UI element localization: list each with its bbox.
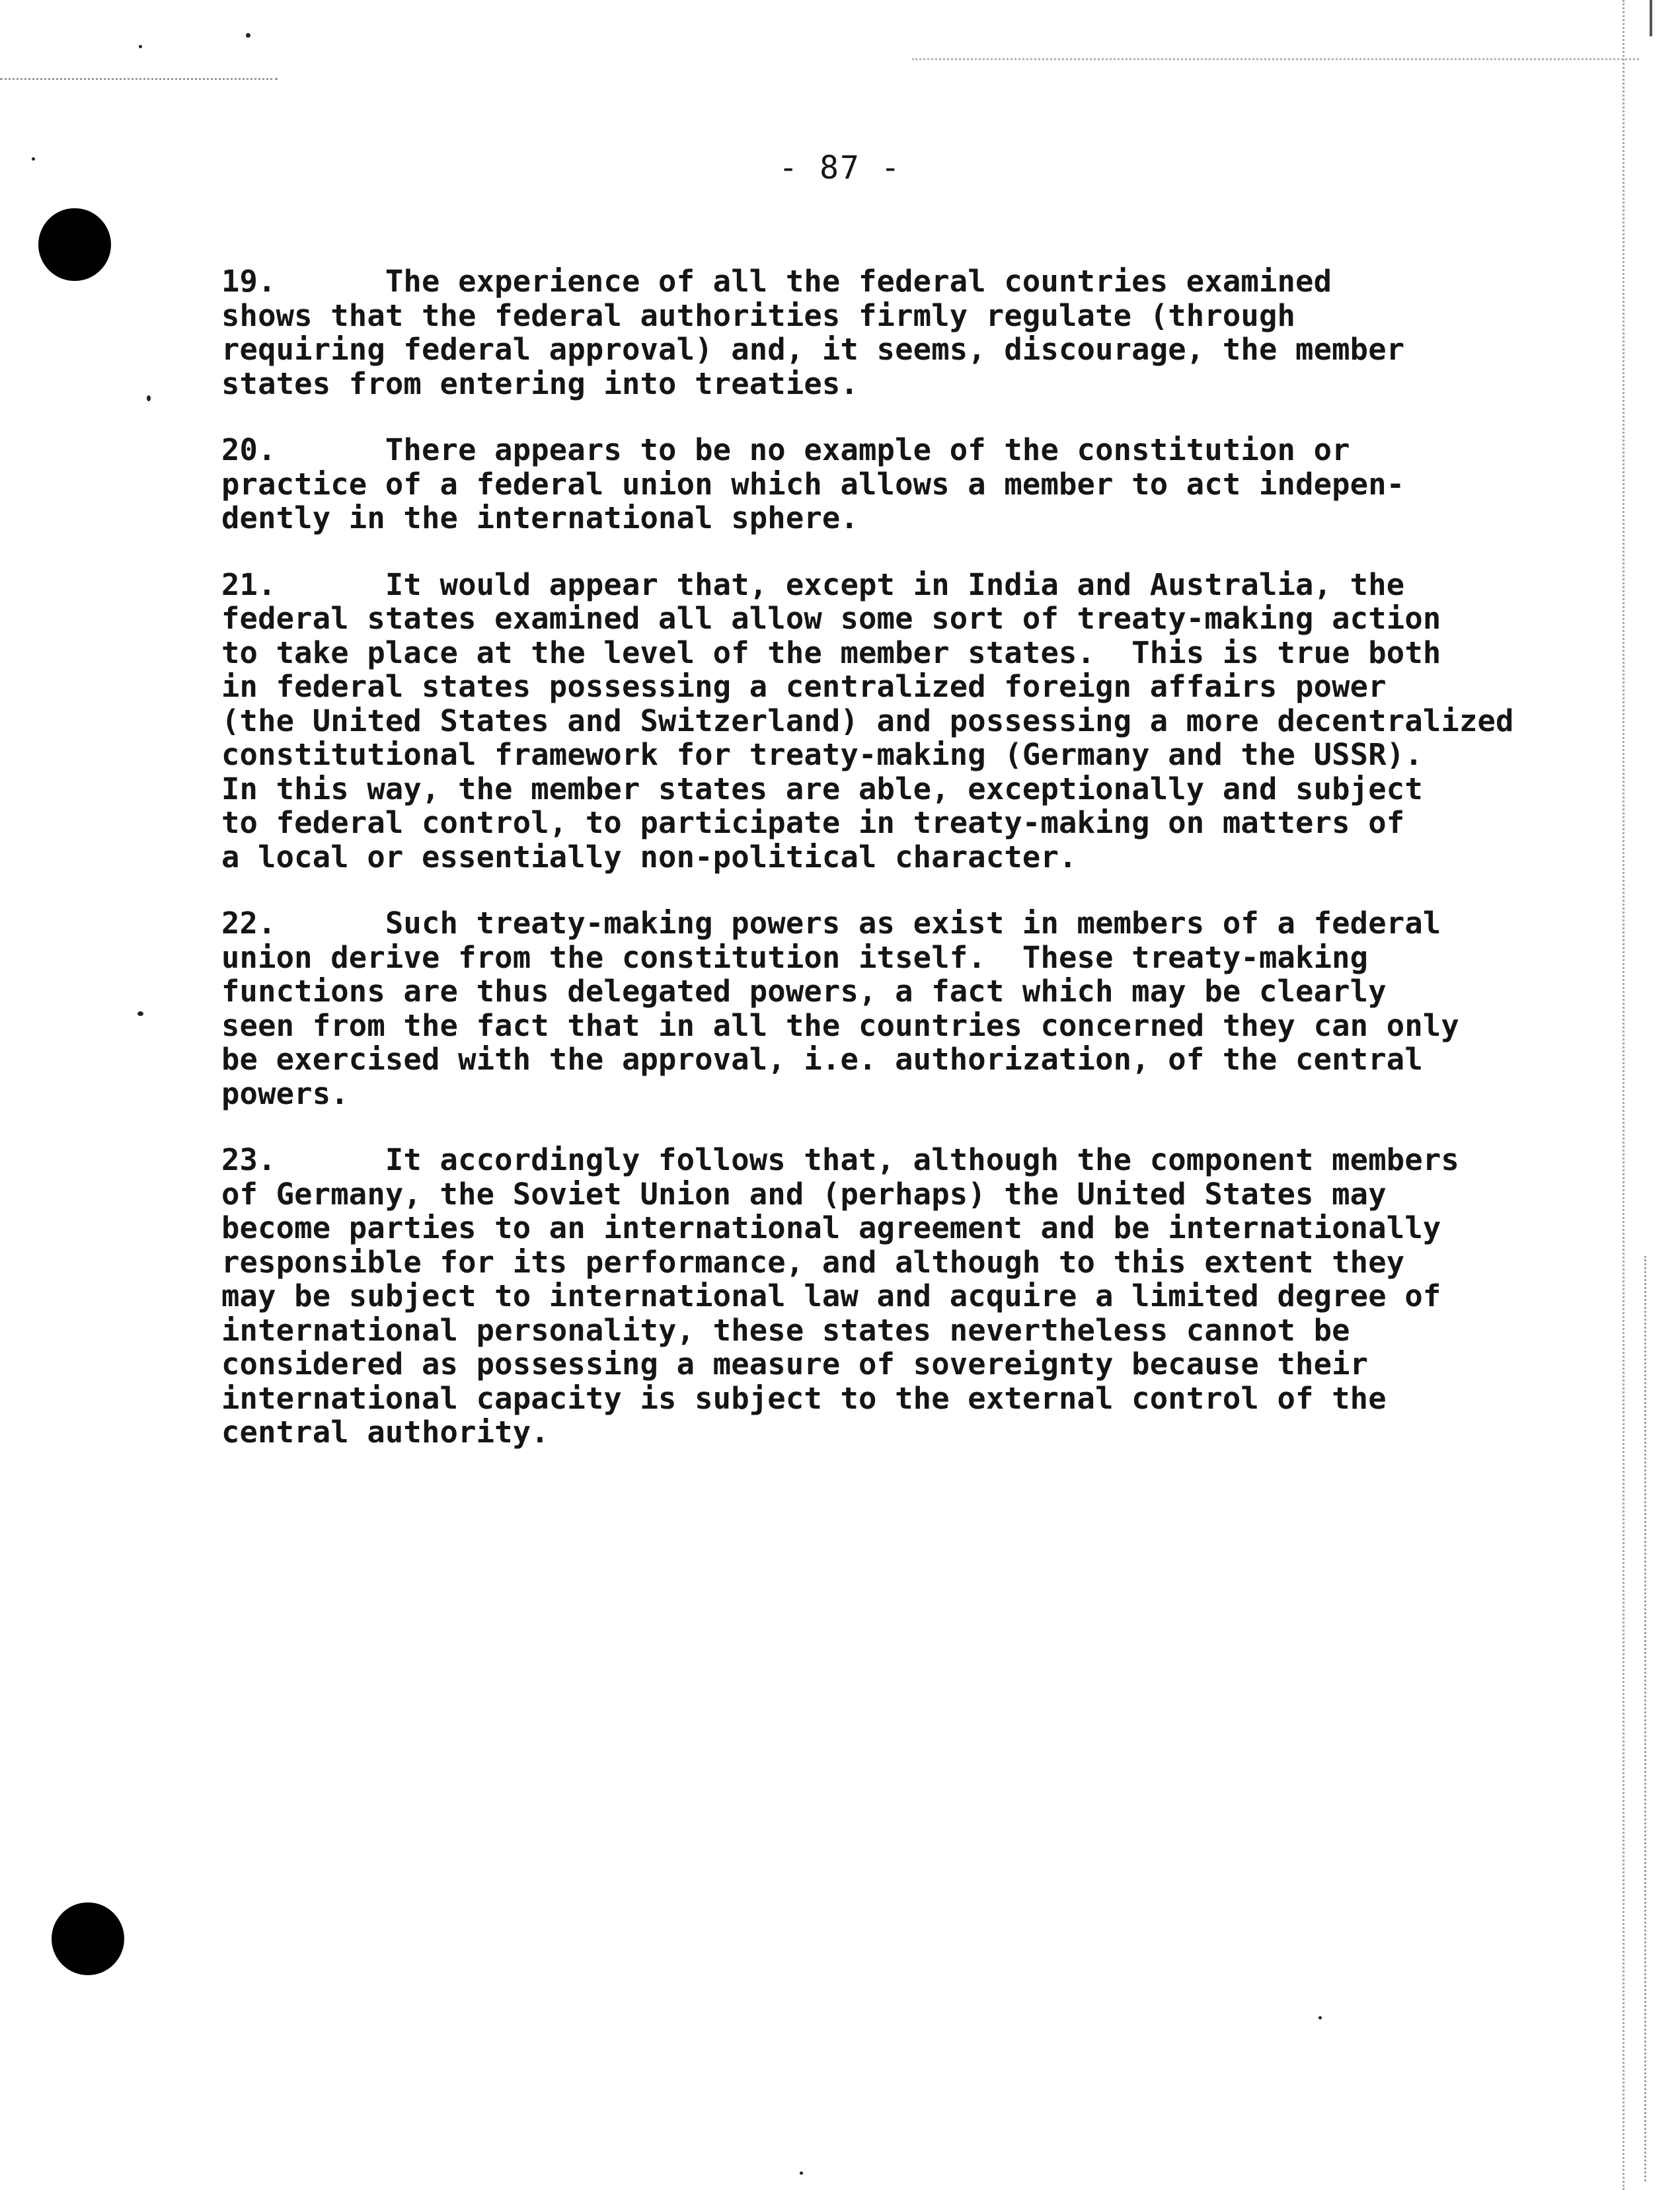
text-line: (the United States and Switzerland) and possessing a more decentralized xyxy=(221,703,1514,738)
scan-speck xyxy=(139,45,142,48)
text-line: 21. It would appear that, except in India and Australia, the xyxy=(221,567,1405,602)
text-line: international personality, these states nevertheless cannot be xyxy=(221,1312,1350,1348)
text-line: may be subject to international law and acquire a limited degree of xyxy=(221,1278,1441,1313)
text-line: seen from the fact that in all the countries concerned they can only xyxy=(221,1007,1459,1043)
text-line: constitutional framework for treaty-making (Germany and the USSR). xyxy=(221,737,1423,772)
document-body xyxy=(221,264,1649,1482)
paragraph xyxy=(221,264,1649,401)
text-line: to federal control, to participate in treaty-making on matters of xyxy=(221,805,1405,840)
text-line: responsible for its performance, and although to this extent they xyxy=(221,1244,1405,1280)
text-line: to take place at the level of the member states. This is true both xyxy=(221,635,1441,670)
punch-hole xyxy=(52,1902,124,1975)
text-line: considered as possessing a measure of sovereignty because their xyxy=(221,1347,1369,1382)
paragraph xyxy=(221,906,1649,1111)
paragraph xyxy=(221,568,1649,875)
text-line: 19. The experience of all the federal countries examined xyxy=(221,264,1332,299)
scan-artifact-line xyxy=(0,78,278,80)
scan-speck xyxy=(246,33,250,38)
text-line: central authority. xyxy=(221,1415,549,1450)
text-line: practice of a federal union which allows a member to act indepen- xyxy=(221,466,1405,502)
scan-speck xyxy=(147,395,151,401)
text-line: states from entering into treaties. xyxy=(221,366,859,401)
text-line: be exercised with the approval, i.e. authorization, of the central xyxy=(221,1042,1423,1077)
scan-speck xyxy=(800,2171,803,2175)
text-line: of Germany, the Soviet Union and (perhaps) the United States may xyxy=(221,1176,1387,1212)
text-line: functions are thus delegated powers, a fact which may be clearly xyxy=(221,974,1387,1009)
text-line: in federal states possessing a centralized foreign affairs power xyxy=(221,669,1387,704)
text-line: In this way, the member states are able, exceptionally and subject xyxy=(221,771,1423,806)
text-line: a local or essentially non-political character. xyxy=(221,839,1077,875)
text-line: dently in the international sphere. xyxy=(221,500,859,535)
text-line: 22. Such treaty-making powers as exist in members of a federal xyxy=(221,906,1441,941)
text-line: union derive from the constitution itself. These treaty-making xyxy=(221,939,1369,975)
scan-speck xyxy=(1318,2016,1322,2019)
paragraph xyxy=(221,433,1649,535)
text-line: international capacity is subject to the external control of the xyxy=(221,1380,1387,1416)
scan-artifact-line xyxy=(912,58,1639,60)
text-line: shows that the federal authorities firmly regulate (through xyxy=(221,297,1296,333)
punch-hole xyxy=(38,208,111,281)
paragraph xyxy=(221,1143,1649,1450)
text-line: federal states examined all allow some sort of treaty-making action xyxy=(221,601,1441,636)
text-line: requiring federal approval) and, it seems, discourage, the member xyxy=(221,332,1405,367)
text-line: 20. There appears to be no example of the constitution or xyxy=(221,432,1350,467)
text-line: powers. xyxy=(221,1075,349,1111)
scan-artifact-mark xyxy=(1650,0,1652,36)
text-line: become parties to an international agreement and be internationally xyxy=(221,1210,1441,1245)
page-number: - 87 - xyxy=(779,149,901,186)
scan-speck xyxy=(137,1011,143,1016)
text-line: 23. It accordingly follows that, although the component members xyxy=(221,1142,1459,1177)
